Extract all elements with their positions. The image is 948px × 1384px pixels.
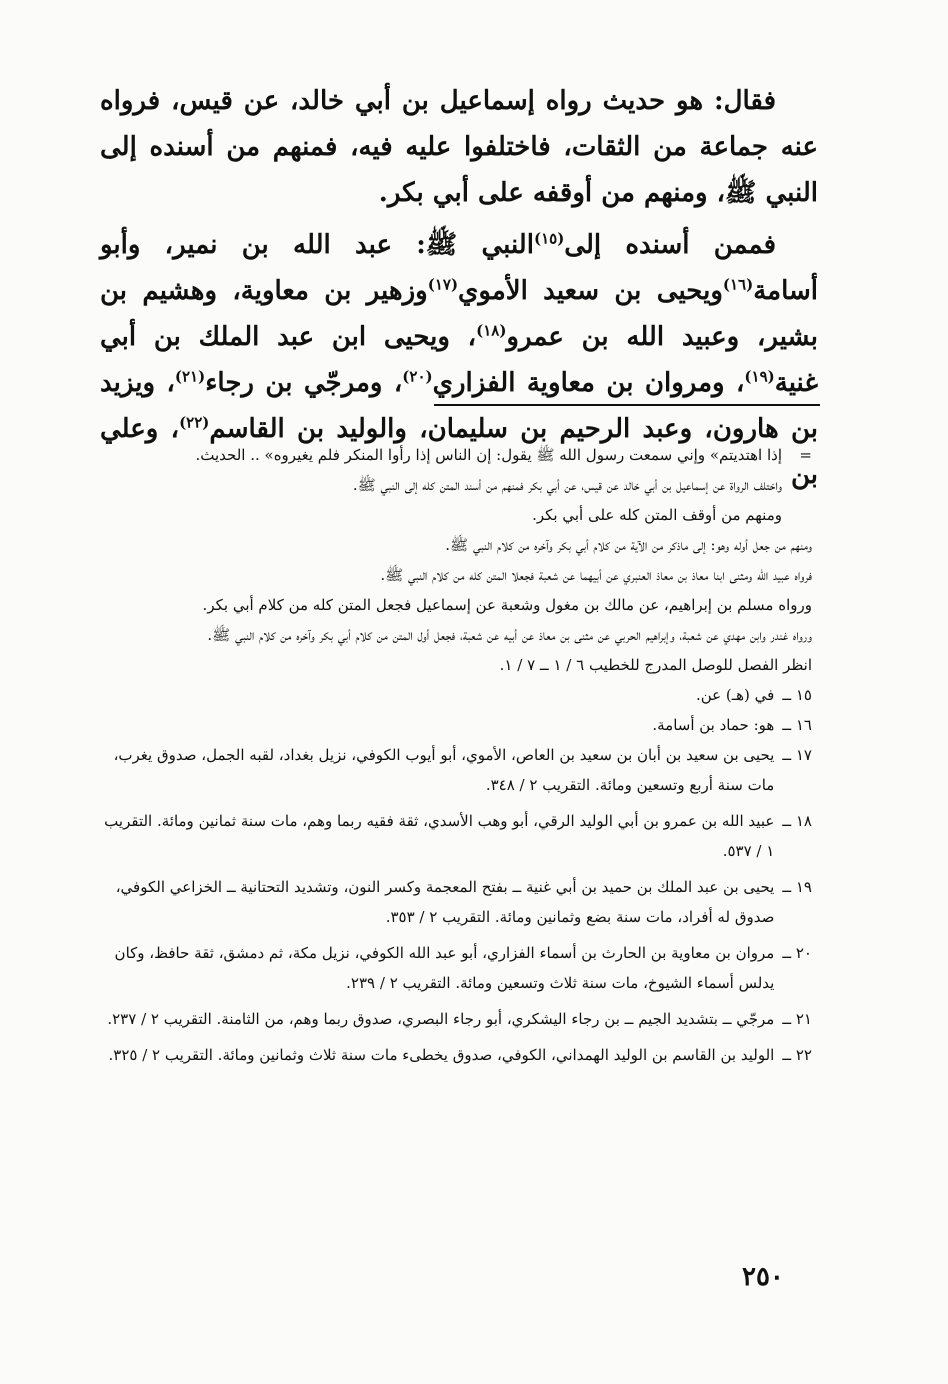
- footnote-18: [100, 806, 812, 866]
- paragraph-1: فقال: هو حديث رواه إسماعيل بن أبي خالد، عن قيس، فرواه عنه جماعة من الثقات، فاختلفوا عليه فيه، فمنهم من أسنده إلى النبي ﷺ، ومنهم من أوقفه على أبي بكر.: [100, 86, 818, 208]
- footnote-ref-18: (١٨): [476, 321, 507, 340]
- text-segment: ويحيى بن سعيد الأموي: [458, 276, 723, 306]
- footnote-ref-15: (١٥): [533, 229, 565, 248]
- text-segment: ، ومروان بن معاوية الفزاري: [432, 368, 745, 398]
- footnote-divider: [434, 404, 820, 406]
- footnote-number: ٢٠ ــ: [782, 944, 812, 962]
- footnote-ref-17: (١٧): [427, 275, 459, 294]
- footnote-22: [100, 1040, 812, 1070]
- footnote-number: ٢٢ ــ: [782, 1046, 812, 1064]
- text-segment: ، ويزيد بن هارون، وعبد الرحيم بن سليمان، والوليد بن القاسم: [100, 368, 818, 444]
- footnote-text: مرجّي ــ بتشديد الجيم ــ بن رجاء اليشكري، أبو رجاء البصري، صدوق ربما وهم، من الثامنة. التقريب ٢ / ٢٣٧.: [107, 1010, 775, 1028]
- note-text: إذا اهتديتم» وإني سمعت رسول الله ﷺ يقول: إن الناس إذا رأوا المنكر فلم يغيروه» .. الحديث.: [195, 446, 782, 464]
- footnotes-section: [100, 440, 812, 1070]
- footnote-20: [100, 938, 812, 998]
- footnote-number: ١٨ ــ: [782, 812, 812, 830]
- footnote-ref-21: (٢١): [174, 367, 206, 386]
- text-segment: ، ومرجّي بن رجاء: [205, 368, 403, 398]
- main-text: [100, 78, 818, 498]
- footnote-19: [100, 872, 812, 932]
- text-segment: وزهير بن معاوية، وهشيم بن بشير، وعبيد الله بن عمرو: [100, 276, 818, 352]
- footnote-ref-19: (١٩): [744, 367, 775, 386]
- footnote-ref-16: (١٦): [722, 275, 754, 294]
- footnote-number: ١٥ ــ: [782, 686, 812, 704]
- footnote-text: هو: حماد بن أسامة.: [652, 716, 775, 734]
- footnote-text: مروان بن معاوية بن الحارث بن أسماء الفزاري، أبو عبد الله الكوفي، نزيل مكة، ثم دمشق، ثقة حافظ، وكان يدلس أسماء الشيوخ، مات سنة ثلاث وتسعين ومائة. التقريب ٢ / ٢٣٩.: [114, 944, 775, 992]
- page-number: ٢٥٠: [742, 1262, 784, 1292]
- text-segment: النبي ﷺ: عبد الله بن نمير، وأبو أسامة: [100, 230, 819, 306]
- note-line: فرواه عبيد الله ومثنى ابنا معاذ بن معاذ العنبري عن أبيهما عن شعبة فجعلا المتن كله من كلام النبي ﷺ.: [380, 566, 812, 584]
- text-segment: فممن أسنده إلى: [564, 230, 776, 260]
- footnote-ref-20: (٢٠): [402, 367, 433, 386]
- footnote-15: [100, 680, 812, 710]
- footnote-text: الوليد بن القاسم بن الوليد الهمداني، الكوفي، صدوق يخطىء مات سنة ثلاث وثمانين ومائة. التقريب ٢ / ٣٢٥.: [108, 1046, 775, 1064]
- footnote-text: في (هـ) عن.: [695, 686, 775, 704]
- footnote-text: يحيى بن عبد الملك بن حميد بن أبي غنية ــ بفتح المعجمة وكسر النون، وتشديد التحتانية ــ الخزاعي الكوفي، صدوق له أفراد، مات سنة بضع وثمانين ومائة. التقريب ٢ / ٣٥٣.: [115, 878, 775, 926]
- footnote-number: ٢١ ــ: [782, 1010, 812, 1028]
- footnote-number: ١٧ ــ: [782, 746, 812, 764]
- footnote-number: ١٩ ــ: [782, 878, 812, 896]
- footnote-ref-22: (٢٢): [179, 413, 210, 432]
- continuation-mark: =: [799, 446, 812, 464]
- continued-note: واختلف الرواة عن إسماعيل بن أبي خالد عن قيس، عن أبي بكر فمنهم من أسند المتن كله إلى النبي ﷺ.: [352, 476, 782, 494]
- footnote-number: ١٦ ــ: [782, 716, 812, 734]
- text-segment: ، ويحيى ابن عبد الملك بن أبي غنية: [100, 322, 818, 398]
- note-line: ورواه غندر وابن مهدي عن شعبة، وإبراهيم الحربي عن مثنى بن معاذ عن أبيه عن شعبة، فجعل أول المتن من كلام أبي بكر وآخره من كلام النبي ﷺ.: [207, 626, 812, 644]
- note-line: انظر الفصل للوصل المدرج للخطيب ٦ / ١ ــ ٧ / ١.: [499, 656, 812, 674]
- text-segment: ، وعلي بن: [100, 414, 818, 490]
- footnote-text: يحيى بن سعيد بن أبان بن سعيد بن العاص، الأموي، أبو أيوب الكوفي، نزيل بغداد، لقبه الجمل، صدوق يغرب، مات سنة أربع وتسعين ومائة. التقريب ٢ / ٣٤٨.: [113, 746, 775, 794]
- continued-note: [100, 440, 812, 470]
- footnote-17: [100, 740, 812, 800]
- note-line: ورواه مسلم بن إبراهيم، عن مالك بن مغول وشعبة عن إسماعيل فجعل المتن كله من كلام أبي بكر.: [202, 596, 812, 614]
- footnote-text: عبيد الله بن عمرو بن أبي الوليد الرقي، أبو وهب الأسدي، ثقة فقيه ربما وهم، مات سنة ثمانين ومائة. التقريب ١ / ٥٣٧.: [104, 812, 775, 860]
- note-line: ومنهم من جعل أوله وهو: إلى ماذكر من الآية من كلام أبي بكر وآخره من كلام النبي ﷺ.: [445, 536, 812, 554]
- footnote-21: [100, 1004, 812, 1034]
- footnote-16: [100, 710, 812, 740]
- continued-note: ومنهم من أوقف المتن كله على أبي بكر.: [532, 506, 782, 524]
